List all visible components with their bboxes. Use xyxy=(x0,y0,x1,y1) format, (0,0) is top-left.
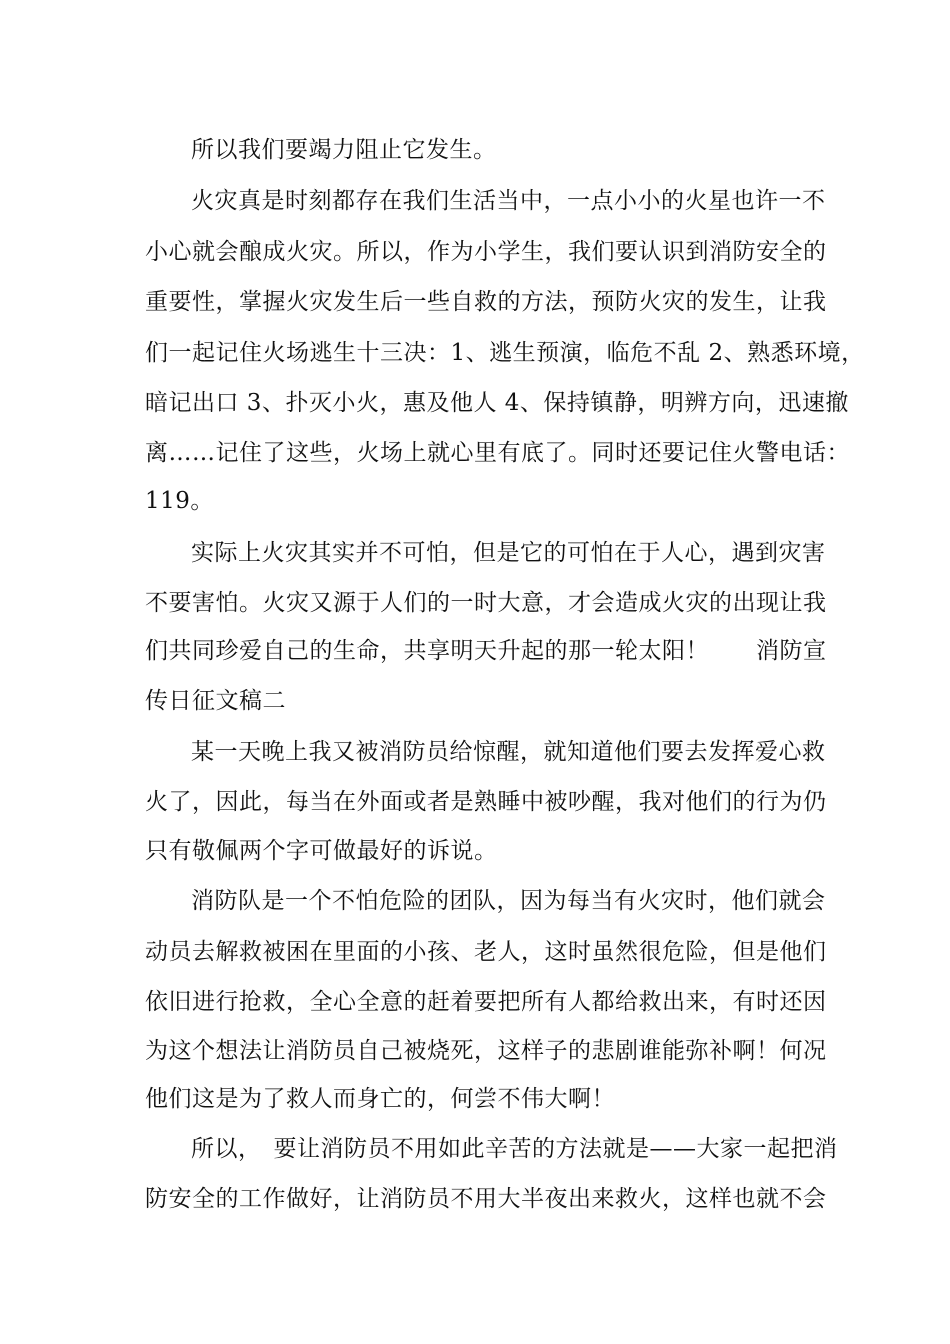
text-line: 防安全的工作做好，让消防员不用大半夜出来救火，这样也就不会 xyxy=(145,1186,827,1212)
text-line: 某一天晚上我又被消防员给惊醒，就知道他们要去发挥爱心救 xyxy=(191,739,826,765)
text-line: 们共同珍爱自己的生命，共享明天升起的那一轮太阳！ 消防宣 xyxy=(145,638,827,664)
text-line: 实际上火灾其实并不可怕，但是它的可怕在于人心，遇到灾害 xyxy=(191,540,826,566)
text-line: 重要性，掌握火灾发生后一些自救的方法，预防火灾的发生，让我 xyxy=(145,289,827,315)
text-line: 动员去解救被困在里面的小孩、老人，这时虽然很危险，但是他们 xyxy=(145,939,827,965)
text-line: 只有敬佩两个字可做最好的诉说。 xyxy=(145,838,498,864)
text-line: 离……记住了这些，火场上就心里有底了。同时还要记住火警电话： xyxy=(145,440,850,466)
text-line: 所以我们要竭力阻止它发生。 xyxy=(191,137,497,163)
text-line: 他们这是为了救人而身亡的，何尝不伟大啊！ xyxy=(145,1086,615,1112)
text-line: 小心就会酿成火灾。所以，作为小学生，我们要认识到消防安全的 xyxy=(145,239,827,265)
text-line: 为这个想法让消防员自己被烧死，这样子的悲剧谁能弥补啊！何况 xyxy=(145,1038,827,1064)
text-line: 火灾真是时刻都存在我们生活当中，一点小小的火星也许一不 xyxy=(191,188,826,214)
text-line: 所以， 要让消防员不用如此辛苦的方法就是——大家一起把消 xyxy=(191,1136,838,1162)
text-line: 消防队是一个不怕危险的团队，因为每当有火灾时，他们就会 xyxy=(191,888,826,914)
text-line: 们一起记住火场逃生十三决：1、逃生预演，临危不乱 2、熟悉环境， xyxy=(145,340,865,366)
text-line: 依旧进行抢救，全心全意的赶着要把所有人都给救出来，有时还因 xyxy=(145,989,827,1015)
text-line: 119。 xyxy=(145,488,214,514)
text-line: 火了，因此，每当在外面或者是熟睡中被吵醒，我对他们的行为仍 xyxy=(145,789,827,815)
text-line: 暗记出口 3、扑灭小火，惠及他人 4、保持镇静，明辨方向，迅速撤 xyxy=(145,390,849,416)
text-line: 不要害怕。火灾又源于人们的一时大意，才会造成火灾的出现让我 xyxy=(145,590,827,616)
text-line: 传日征文稿二 xyxy=(145,688,286,714)
